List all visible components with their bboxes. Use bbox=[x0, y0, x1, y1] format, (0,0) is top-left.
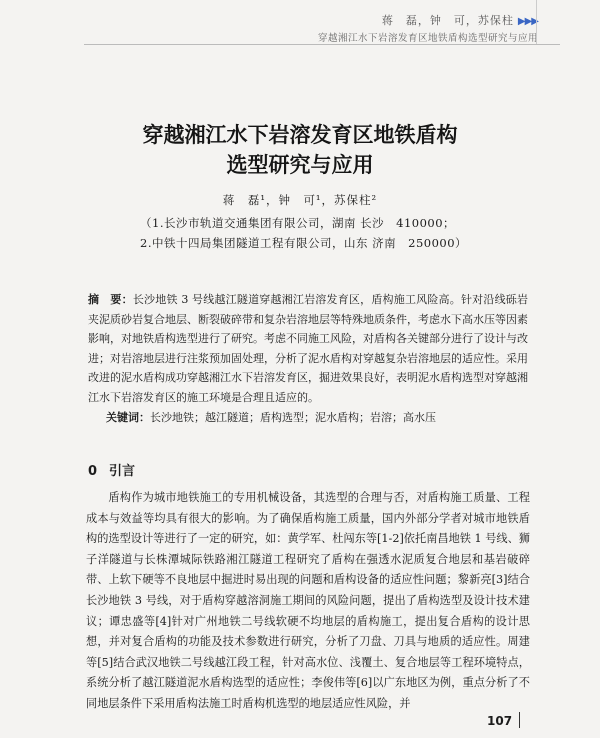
body-paragraph: 盾构作为城市地铁施工的专用机械设备，其选型的合理与否，对盾构施工质量、工程成本与效益等均具有很大的影响。为了确保盾构施工质量，国内外部分学者对城市地铁盾构的选型设计等进行了一定的研究，如：黄学军、杜闯东等[1-2]依托南昌地铁 1 号线、狮子洋隧道与长株潭城际铁路湘江隧道工程研究了盾构在强透水泥质复合地层和基岩破碎带、上软下硬等不良地层中掘进时易出现的问题和盾构设备的适应性问题；黎新亮[3]结合长沙地铁 3 号线，对于盾构穿越溶洞施工期间的风险问题，提出了盾构选型及设计技术建议；谭忠盛等[4]针对广州地铁二号线软硬不均地层的盾构施工，提出复合盾构的设计思想，并对复合盾构的功能及技术参数进行研究，分析了刀盘、刀具与地质的适应性。周建等[5]结合武汉地铁二号线越江段工程，针对高水位、浅覆土、复合地层等工程环境特点，系统分析了越江隧道泥水盾构选型的适应性；李俊伟等[6]以广东地区为例，重点分析了不同地层条件下采用盾构法施工时盾构机选型的地层适应性风险，并 bbox=[86, 491, 530, 710]
running-header-author-names: 蒋 磊，钟 可，苏保柱 bbox=[381, 14, 514, 27]
section-heading bbox=[88, 460, 135, 479]
abstract-label: 摘 要： bbox=[88, 293, 133, 306]
keywords-text: 长沙地铁；越江隧道；盾构选型；泥水盾构；岩溶；高水压 bbox=[150, 411, 436, 424]
section-title: 引言 bbox=[109, 464, 136, 479]
affiliation-1: （1.长沙市轨道交通集团有限公司，湖南 长沙 410000； bbox=[140, 216, 456, 230]
body-text bbox=[86, 488, 530, 715]
page-number: 107 bbox=[487, 714, 513, 728]
triple-arrow-icon: ▶▶▶ bbox=[517, 16, 538, 27]
affiliations bbox=[140, 213, 467, 253]
abstract bbox=[88, 290, 528, 407]
author-list: 蒋 磊¹，钟 可¹，苏保柱² bbox=[222, 193, 378, 207]
running-header-title: 穿越湘江水下岩溶发育区地铁盾构选型研究与应用 bbox=[317, 33, 538, 44]
header-vertical-rule bbox=[536, 0, 537, 44]
section-number: 0 bbox=[88, 464, 98, 479]
running-header bbox=[318, 12, 538, 44]
affiliation-2: 2.中铁十四局集团隧道工程有限公司，山东 济南 250000） bbox=[140, 236, 468, 250]
running-header-authors bbox=[318, 12, 538, 28]
article-title bbox=[0, 120, 600, 180]
page-number-rule bbox=[519, 712, 520, 728]
article-title-line-1: 穿越湘江水下岩溶发育区地铁盾构 bbox=[142, 123, 458, 147]
header-divider bbox=[84, 44, 560, 45]
abstract-text: 长沙地铁 3 号线越江隧道穿越湘江岩溶发育区，盾构施工风险高。针对沿线砾岩夹泥质砂岩复合地层、断裂破碎带和复杂岩溶地层等特殊地质条件，考虑水下高水压等因素影响，对地铁盾构选型进行了研究。考虑不同施工风险，对盾构各关键部分进行了设计与改进；对岩溶地层进行注浆预加固处理，分析了泥水盾构对穿越复杂岩溶地层的适应性。采用改进的泥水盾构成功穿越湘江水下岩溶发育区，掘进效果良好，表明泥水盾构选型对穿越湘江水下岩溶发育区的施工环境是合理且适应的。 bbox=[88, 293, 528, 404]
keywords-label: 关键词： bbox=[106, 411, 150, 424]
keywords bbox=[106, 409, 526, 425]
article-title-line-2: 选型研究与应用 bbox=[226, 153, 374, 177]
